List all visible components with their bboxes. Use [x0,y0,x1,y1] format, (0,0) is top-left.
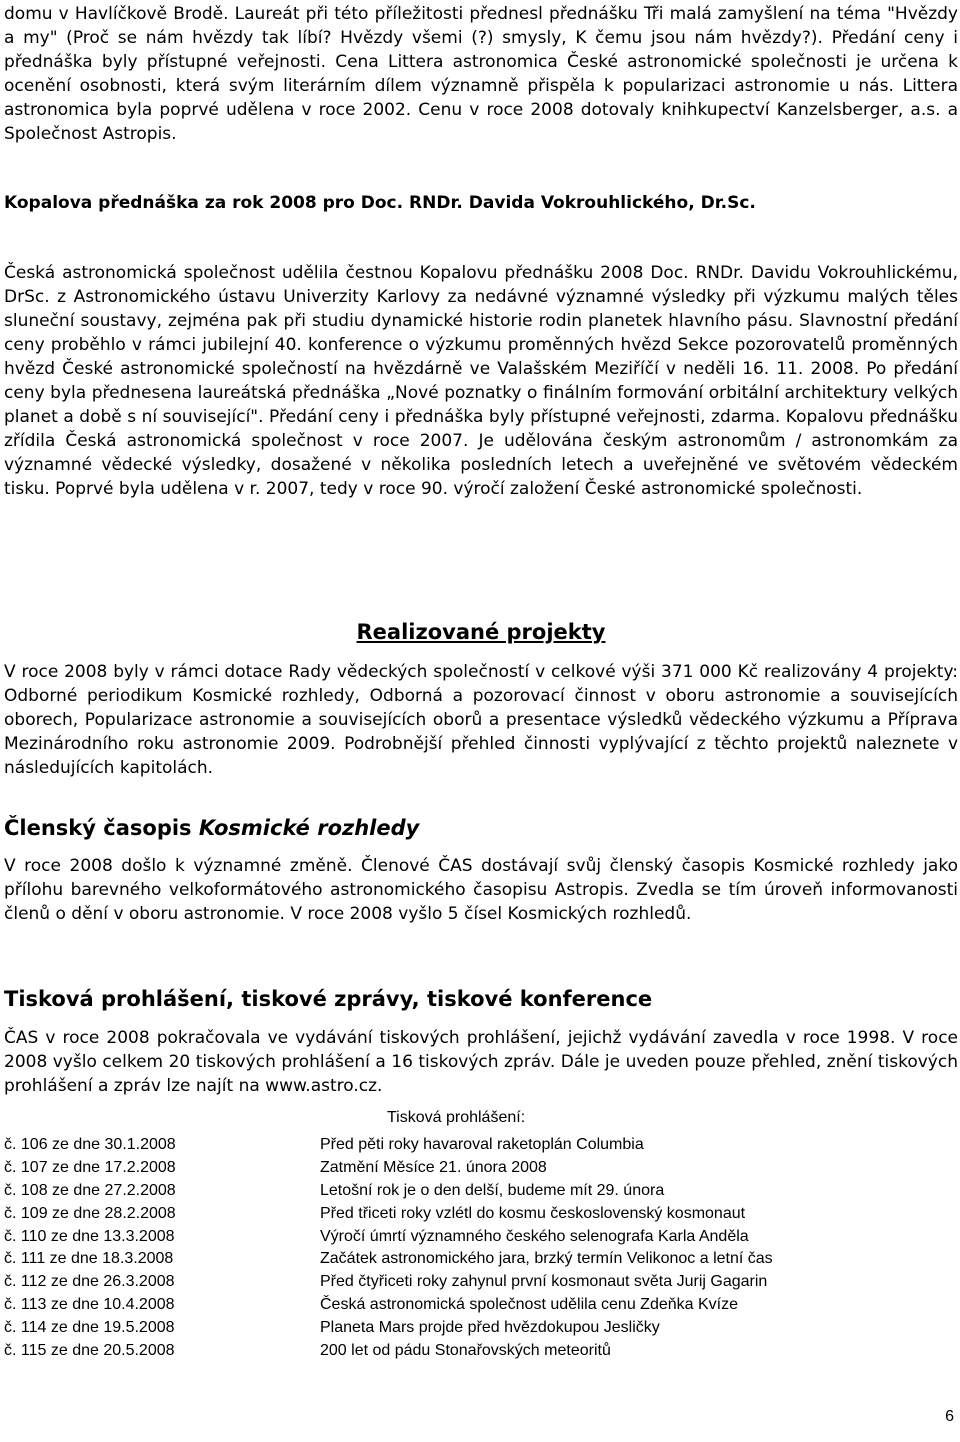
press-release-row [4,1157,904,1180]
press-release-number: č. 112 ze dne 26.3.2008 [4,1273,175,1291]
press-release-number: č. 115 ze dne 20.5.2008 [4,1342,175,1360]
press-release-number: č. 110 ze dne 13.3.2008 [4,1227,175,1245]
press-release-title: Letošní rok je o den delší, budeme mít 29. února [320,1181,665,1199]
projects-heading: Realizované projekty [356,620,606,644]
press-release-row [4,1340,904,1363]
press-release-title: Před čtyřiceti roky zahynul první kosmonaut světa Jurij Gagarin [320,1273,768,1291]
journal-paragraph: V roce 2008 došlo k významné změně. Členové ČAS dostávají svůj členský časopis Kosmické rozhledy jako přílohu barevného velkoformátového astronomického časopisu Astropis. Zvedla se tím úroveň informovanosti členů o dění v oboru astronomie. V roce 2008 vyšlo 5 čísel Kosmických rozhledů. [4,856,958,924]
press-release-row [4,1180,904,1203]
press-release-title: Začátek astronomického jara, brzký termín Velikonoc a letní čas [320,1250,773,1268]
page-number: 6 [945,1408,954,1425]
press-release-number: č. 107 ze dne 17.2.2008 [4,1158,176,1176]
press-list-title: Tisková prohlášení: [387,1109,526,1126]
press-release-title: 200 let od pádu Stonařovských meteoritů [320,1342,611,1360]
journal-heading-prefix: Členský časopis [4,816,199,840]
press-heading: Tisková prohlášení, tiskové zprávy, tiskové konference [4,987,653,1011]
press-paragraph: ČAS v roce 2008 pokračovala ve vydávání tiskových prohlášení, jejichž vydávání zavedla v roce 1998. V roce 2008 vyšlo celkem 20 tiskových prohlášení a 16 tiskových zpráv. Dále je uveden pouze přehled, znění tiskových prohlášení a zpráv lze najít na www.astro.cz. [4,1028,958,1096]
intro-paragraph: domu v Havlíčkově Brodě. Laureát při této příležitosti přednesl přednášku Tři malá zamyšlení na téma "Hvězdy a my" (Proč se nám hvězdy tak líbí? Hvězdy všemi (?) smysly, K čemu jsou nám hvězdy?). Předání ceny i přednáška byly přístupné veřejnosti. Cena Littera astronomica České astronomické společnosti je určena k ocenění osobnosti, která svým literárním dílem významně přispěla k popularizaci astronomie u nás. Littera astronomica byla poprvé udělena v roce 2002. Cenu v roce 2008 dotovaly knihkupectví Kanzelsberger, a.s. a Společnost Astropis. [4,4,958,144]
press-release-title: Zatmění Měsíce 21. února 2008 [320,1158,547,1176]
press-release-number: č. 106 ze dne 30.1.2008 [4,1136,176,1153]
press-release-title: Výročí úmrtí významného českého selenografa Karla Anděla [320,1227,749,1245]
press-release-row [4,1271,904,1294]
press-release-number: č. 113 ze dne 10.4.2008 [4,1296,175,1314]
projects-paragraph: V roce 2008 byly v rámci dotace Rady vědeckých společností v celkové výši 371 000 Kč realizovány 4 projekty: Odborné periodikum Kosmické rozhledy, Odborná a pozorovací činnost v oboru astronomie a souvisejících oborech, Popularizace astronomie a souvisejících oborů a presentace výsledků vědeckého výzkumu a Příprava Mezinárodního roku astronomie 2009. Podrobnější přehled činnosti vyplývající z těchto projektů naleznete v následujících kapitolách. [4,662,958,778]
press-release-row [4,1248,904,1271]
press-release-number: č. 114 ze dne 19.5.2008 [4,1319,175,1337]
journal-heading-title: Kosmické rozhledy [198,816,420,840]
press-release-row [4,1203,904,1226]
press-release-title: Před třiceti roky vzlétl do kosmu československý kosmonaut [320,1204,746,1222]
press-release-list [4,1134,904,1363]
press-release-title: Česká astronomická společnost udělila cenu Zdeňka Kvíze [320,1296,738,1314]
press-release-row [4,1317,904,1340]
journal-heading [4,816,419,840]
press-release-row [4,1134,904,1157]
press-release-number: č. 108 ze dne 27.2.2008 [4,1181,176,1199]
press-release-row [4,1294,904,1317]
press-release-number: č. 111 ze dne 18.3.2008 [4,1250,174,1268]
press-release-number: č. 109 ze dne 28.2.2008 [4,1204,176,1222]
press-release-row [4,1226,904,1249]
lecture-paragraph: Česká astronomická společnost udělila čestnou Kopalovu přednášku 2008 Doc. RNDr. Davidu Vokrouhlickému, DrSc. z Astronomického ústavu Univerzity Karlovy za nedávné významné výsledky při výzkumu malých těles sluneční soustavy, zejména pak při studiu dynamické historie rodin planetek hlavního pásu. Slavnostní předání ceny proběhlo v rámci jubilejní 40. konference o výzkumu proměnných hvězd Sekce pozorovatelů proměnných hvězd České astronomické společností na hvězdárně ve Valašském Meziříčí v neděli 16. 11. 2008. Po předání ceny byla přednesena laureátská přednáška „Nové poznatky o finálním formování orbitální architektury velkých planet a době s ní související". Předání ceny i přednáška byly přístupné veřejnosti, zdarma. Kopalovu přednášku zřídila Česká astronomická společnost v roce 2007. Je udělována českým astronomům / astronomkám za významné vědecké výsledky, dosažené v několika posledních letech a uveřejněné ve světovém vědeckém tisku. Poprvé byla udělena v r. 2007, tedy v roce 90. výročí založení České astronomické společnosti. [4,263,958,499]
press-release-title: Před pěti roky havaroval raketoplán Columbia [320,1136,644,1153]
press-release-title: Planeta Mars projde před hvězdokupou Jesličky [320,1319,660,1337]
lecture-heading: Kopalova přednáška za rok 2008 pro Doc. RNDr. Davida Vokrouhlického, Dr.Sc. [4,193,756,213]
